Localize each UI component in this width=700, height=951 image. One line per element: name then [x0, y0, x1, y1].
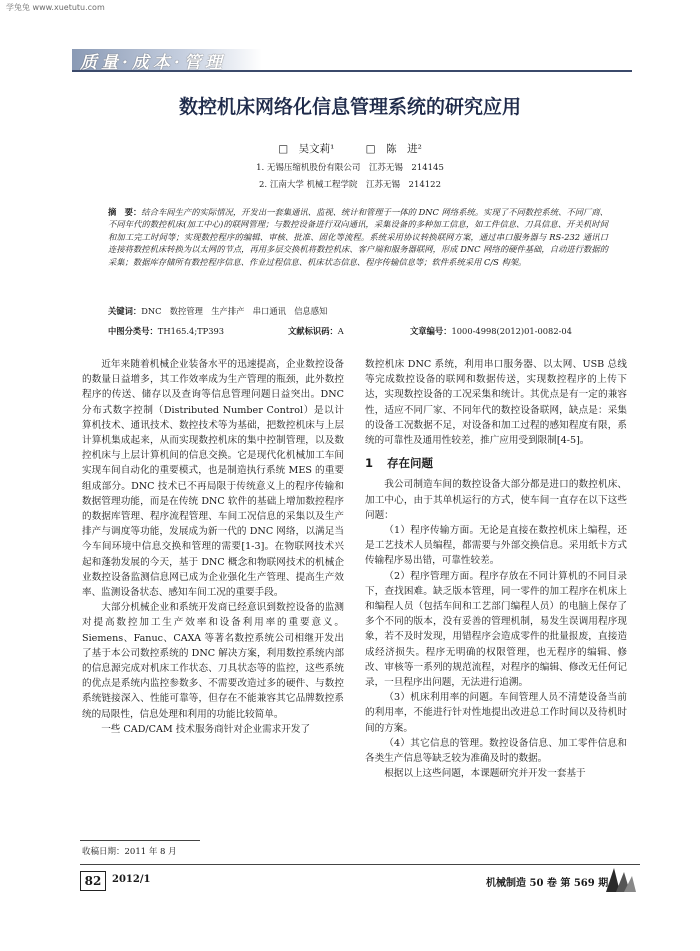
- body-paragraph: （1）程序传输方面。无论是直接在数控机床上编程，还是工艺技术人员编程，都需要与外部交换信息。采用纸卡方式传输程序易出错，可靠性较差。: [365, 525, 627, 567]
- body-paragraph: 根据以上这些问题，本课题研究并开发一套基于: [384, 768, 586, 780]
- issue-year: 2012/1: [112, 874, 151, 885]
- body-paragraph: （4）其它信息的管理。数控设备信息、加工零件信息和各类生产信息等缺乏较为准确及时的数据。: [365, 737, 627, 765]
- left-column: [82, 357, 344, 737]
- banner-text: 质量·成本·管理: [80, 53, 226, 73]
- article-number: [410, 325, 572, 337]
- body-paragraph: 我公司制造车间的数控设备大部分都是进口的数控机床、加工中心，由于其单机运行的方式，使车间一直存在以下这些问题：: [365, 479, 627, 521]
- clc-label: 中图分类号：: [108, 326, 158, 336]
- keywords: [108, 305, 608, 317]
- clc-value: TH165.4;TP393: [157, 326, 225, 336]
- section-banner: [72, 46, 632, 72]
- body-paragraph: （2）程序管理方面。程序存放在不同计算机的不同目录下，查找困难。缺乏版本管理，同一零件的加工程序在机床上和编程人员（包括车间和工艺部门编程人员）的电脑上保存了多个不同的版本，没有妥善的管理机制，易发生误调用程序现象，若不及时发现，用错程序会造成零件的批量报废，直接造成经济损失。程序无明确的权限管理，也无程序的编辑、修改、审核等一系列的规范流程，对程序的编辑、修改无任何记录，一旦程序出问题，无法进行追溯。: [365, 570, 627, 689]
- body-paragraph: （3）机床利用率的问题。车间管理人员不清楚设备当前的利用率，不能进行针对性地提出改进总工作时间以及待机时间的方案。: [365, 692, 627, 734]
- body-paragraph: 数控机床 DNC 系统，利用串口服务器、以太网、USB 总线等完成数控设备的联网和数据传送，实现数控程序的上传下达，实现数控设备的工况采集和统计。其优点是有一定的兼容性，适应不同厂家、不同年代的数控设备联网，缺点是：采集的设备工况数据不足，对设备和加工过程的感知程度有限，系统的可靠性及通用性较差，推广应用受到限制[4-5]。: [365, 359, 627, 447]
- abstract: [108, 206, 608, 268]
- body-paragraph: 一些 CAD/CAM 技术服务商针对企业需求开发了: [101, 723, 311, 735]
- footnote: 收稿日期：2011 年 8 月: [82, 847, 177, 857]
- doc-code: [288, 325, 344, 337]
- article-value: 1000-4998(2012)01-0082-04: [451, 326, 572, 336]
- section-number: 1: [365, 456, 374, 471]
- doc-label: 文献标识码：: [288, 326, 338, 336]
- article-label: 文章编号：: [410, 326, 452, 336]
- abstract-text: 结合车间生产的实际情况，开发出一套集通讯、监视、统计和管理于一体的 DNC 网络系统。实现了不同数控系统、不同厂商、不同年代的数控机床(加工中心)的联网管理；与数控设备进行双向通讯，采集设备的多种加工信息，如工件信息、刀具信息、开关机时间和加工完工时间等；实现数控程序的编辑、审核、批准、固化等流程。系统采用协议转换联网方案，通过串口服务器与 RS-232 通讯口连接将数控机床转换为以太网的节点，再用多层交换机将数控机床、客户端和服务器联网，形成 DNC 网络的硬件基础，自动进行数据的采集；数据库存储所有数控程序信息、作业过程信息、机床状态信息、程序传输信息等；软件系统采用 C/S 构架。: [108, 207, 608, 267]
- keywords-text: DNC 数控管理 生产排产 串口通讯 信息感知: [141, 306, 328, 316]
- page-number: 82: [80, 871, 106, 891]
- section-heading: [365, 456, 627, 471]
- keywords-label: 关键词：: [108, 306, 142, 316]
- section-title: 存在问题: [387, 456, 434, 471]
- author-2: □ 陈 进²: [365, 143, 422, 155]
- abstract-label: 摘 要：: [108, 207, 142, 217]
- doc-value: A: [337, 326, 344, 336]
- journal-logo-icon: [606, 866, 636, 892]
- footer-rule: [80, 864, 640, 865]
- body-paragraph: 近年来随着机械企业装备水平的迅速提高，企业数控设备的数量日益增多，其工作效率成为生产管理的瓶颈，此外数控程序的传送、储存以及查询等信息管理问题日益突出。DNC 分布式数字控制（Distributed Number Control）是以计算机技术、通讯技术、数控技术等为基础，把数控机床与上层计算机集成起来，从而实现数控机床的集中控制管理，以及数控机床与上层计算机间的信息交换。它是现代化机械加工车间实现车间自动化的重要模式，也是制造执行系统 MES 的重要组成部分。DNC 技术已不再局限于传统意义上的程序传输和数据管理功能，而是在传统 DNC 软件的基础上增加数控程序的数据库管理、程序流程管理、车间工况信息的采集以及生产排产与调度等功能，发展成为新一代的 DNC 网络，以满足当今车间环境中信息交换和管理的需要[1-3]。在物联网技术兴起和蓬勃发展的今天，基于 DNC 概念和物联网技术的机械企业数控设备监测信息网已成为企业强化生产管理、提高生产效率、监测设备状态、感知车间工况的重要手段。: [82, 359, 344, 599]
- author-1: □ 吴文莉¹: [278, 143, 335, 155]
- body-paragraph: 大部分机械企业和系统开发商已经意识到数控设备的监测对提高数控加工生产效率和设备利用率的重要意义。Siemens、Fanuc、CAXA 等著名数控系统公司相继开发出了基于本公司数控系统的 DNC 解决方案，利用数控系统内部的信息源完成对机床工作状态、刀具状态等的监控，这些系统的优点是系统内监控参数多、不需要改造过多的硬件、与数控系统链接深入、性能可靠等，但存在不能兼容其它品牌数控系统的局限性，信息处理和利用的功能比较简单。: [82, 602, 344, 720]
- paper-title: 数控机床网络化信息管理系统的研究应用: [178, 96, 521, 118]
- journal-info: 机械制造 50 卷 第 569 期: [486, 878, 609, 889]
- affiliation-1: 1. 无锡压缩机股份有限公司 江苏无锡 214145: [256, 163, 444, 173]
- footnote-rule: [80, 840, 200, 841]
- clc-number: [108, 325, 224, 337]
- affiliation-2: 2. 江南大学 机械工程学院 江苏无锡 214122: [259, 180, 441, 190]
- author-list: [0, 141, 700, 156]
- right-column: [365, 357, 627, 781]
- site-watermark: 学兔兔 www.xuetutu.com: [6, 3, 105, 12]
